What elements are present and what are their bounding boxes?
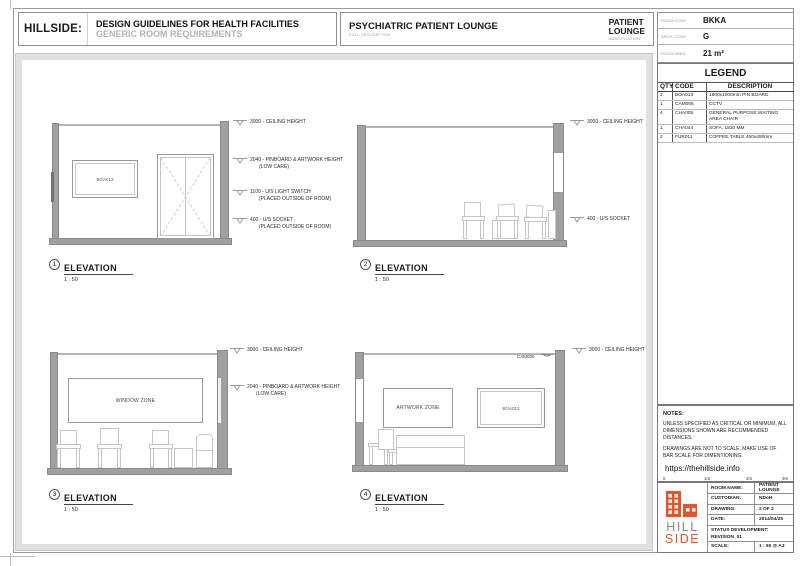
legend-code: CHA005 <box>673 110 707 124</box>
legend-box <box>657 63 794 405</box>
e1-door <box>157 154 214 239</box>
room-code-label: ROOM CODE <box>661 18 687 23</box>
e3-furniture <box>56 428 220 468</box>
bar-scale-label-3m: 3m <box>782 476 789 481</box>
status-development-label: STATUS DEVELOPMENT: <box>711 527 769 533</box>
custodian-value: NDoH <box>759 496 773 502</box>
e3-window-zone-label: WINDOW ZONE <box>115 397 156 404</box>
legend-code: BOA013 <box>673 92 707 100</box>
e4-floor <box>352 465 568 472</box>
legend-desc: GENERAL PURPOSE WAITING AREA CHAIR <box>709 111 779 122</box>
room-abbr-line2: LOUNGE <box>608 25 645 36</box>
room-info-row <box>658 29 793 45</box>
e1-pinboard-label: BOA013 <box>75 163 135 195</box>
room-abbr-label: ABBREVIATION <box>608 35 641 41</box>
title-block <box>657 482 794 553</box>
legend-qty: 1 <box>658 101 673 109</box>
datum-icon <box>570 120 584 126</box>
logo-word-hill: HILL <box>666 519 699 534</box>
legend-qty: 2 <box>658 92 673 100</box>
e1-number-bubble: 1 <box>49 259 60 270</box>
e3-floor <box>47 468 232 475</box>
scale-value: 1 : 50 @ A3 <box>759 544 785 550</box>
sheet-title: DESIGN GUIDELINES FOR HEALTH FACILITIES <box>96 19 299 29</box>
e2-chairs <box>462 202 558 240</box>
e4-artwork-zone-label: ARTWORK ZONE <box>396 405 440 411</box>
e4-scale-text: 1 : 50 <box>375 507 389 513</box>
room-info-row <box>658 13 793 29</box>
e1-wall-mark <box>51 172 54 202</box>
legend-row <box>658 92 793 101</box>
revision-value: REVISION_01 <box>711 534 742 540</box>
e3-annotation-pinboard: 2040 - PINBOARD & ARTWORK HEIGHT (LOW CARE) <box>230 384 340 398</box>
e3-annotation-ceiling: 3000 - CEILING HEIGHT <box>230 347 303 354</box>
logo-word-side: SIDE <box>664 531 701 546</box>
datum-icon <box>233 120 247 126</box>
notes-paragraph-2: DRAWINGS ARE NOT TO SCALE, MAKE USE OF BAR SCALE FOR DIMENTIONING. <box>663 446 777 459</box>
scale-label: SCALE: <box>708 542 755 552</box>
datum-icon <box>230 385 244 391</box>
datum-icon <box>233 218 247 224</box>
bar-scale-label-2m: 2m <box>746 476 753 481</box>
legend-table <box>658 83 793 143</box>
bar-scale-label-1m: 1m <box>704 476 711 481</box>
hillside-logo-icon <box>665 491 701 521</box>
room-name-value: PATIENT LOUNGE <box>759 483 780 493</box>
e4-pinboard <box>477 388 545 428</box>
e2-title-text: ELEVATION <box>375 263 444 275</box>
notes-title: NOTES: <box>663 411 684 417</box>
brand-text: HILLSIDE: <box>23 23 83 35</box>
e3-ceiling-line <box>58 353 217 355</box>
crop-mark-bottom-left-v <box>10 553 11 566</box>
brand-cell <box>19 13 88 45</box>
legend-qty: 2 <box>658 134 673 142</box>
bar-scale-label-0: 0 <box>663 476 666 481</box>
e2-number-bubble: 2 <box>360 259 371 270</box>
room-full-description: PSYCHIATRIC PATIENT LOUNGE <box>349 21 498 32</box>
datum-icon <box>233 190 247 196</box>
datum-icon <box>230 348 244 354</box>
e3-scale-text: 1 : 50 <box>64 507 78 513</box>
legend-row <box>658 101 793 110</box>
legend-desc: SOFA, 1830 MM <box>709 126 745 131</box>
e4-number-bubble: 4 <box>360 489 371 500</box>
e1-right-wall <box>220 121 229 241</box>
room-area-value: 21 m² <box>703 48 724 58</box>
title-block-row <box>708 483 793 494</box>
legend-title: LEGEND <box>658 64 793 83</box>
drawing-value: 2 OF 2 <box>759 506 774 512</box>
title-block-row <box>708 542 793 552</box>
crop-mark-top-left <box>10 0 11 9</box>
datum-icon <box>233 158 247 164</box>
title-block-row <box>708 526 793 542</box>
e4-right-wall <box>555 350 565 472</box>
datum-icon <box>572 348 586 354</box>
arch-code-value: G <box>703 32 710 41</box>
e4-furniture <box>368 428 472 465</box>
e1-title-text: ELEVATION <box>64 263 133 275</box>
e2-left-wall <box>357 125 366 242</box>
e4-annotation-ceiling: 3000 - CEILING HEIGHT <box>572 347 645 354</box>
e1-pinboard <box>72 160 138 198</box>
e2-annotation-socket: 400 - U/S SOCKET <box>570 216 630 223</box>
legend-row <box>658 110 793 125</box>
e3-title <box>49 488 133 513</box>
e4-title <box>360 488 444 513</box>
legend-desc: CCTV <box>709 102 723 107</box>
e1-floor <box>49 238 232 245</box>
custodian-label: CUSTODIAN: <box>708 494 755 504</box>
e1-ceiling-line <box>59 124 221 126</box>
cctv-icon <box>541 354 553 360</box>
e1-annotation-ceiling: 3000 - CEILING HEIGHT <box>233 119 306 126</box>
e1-scale-text: 1 : 50 <box>64 277 78 283</box>
legend-desc: 1800x1000mm PIN BOARD <box>709 93 769 98</box>
datum-icon <box>570 217 584 223</box>
e4-title-text: ELEVATION <box>375 493 444 505</box>
e2-floor <box>353 240 567 247</box>
room-name-label: ROOM NAME: <box>708 483 755 493</box>
e2-annotation-ceiling: 3000 - CEILING HEIGHT <box>570 119 643 126</box>
room-full-description-label: FULL DESCRIPTION <box>349 32 391 37</box>
legend-col-qty: QTY <box>660 83 674 90</box>
e1-annotation-pinboard: 2040 - PINBOARD & ARTWORK HEIGHT (LOW CARE) <box>233 157 343 171</box>
e1-title <box>49 258 133 283</box>
legend-code: FUR011 <box>673 134 707 142</box>
e3-title-text: ELEVATION <box>64 493 133 505</box>
e3-number-bubble: 3 <box>49 489 60 500</box>
header-right-box <box>340 12 654 46</box>
room-info-row <box>658 45 793 61</box>
arch-code-label: ARCH. CODE <box>661 34 687 39</box>
legend-col-desc: DESCRIPTION <box>727 83 773 90</box>
e3-jamb <box>218 378 221 423</box>
room-code-value: BKKA <box>703 16 727 25</box>
title-block-row <box>708 515 793 526</box>
legend-row <box>658 134 793 143</box>
date-value: 2014/04/25 <box>759 517 784 523</box>
legend-header-row <box>658 83 793 92</box>
notes-box <box>657 405 794 482</box>
website-link[interactable]: https://thehillside.info <box>665 464 740 473</box>
crop-mark-bottom-left-h <box>0 556 36 557</box>
e2-window <box>554 152 563 193</box>
sheet-subtitle: GENERIC ROOM REQUIREMENTS <box>96 29 243 39</box>
title-block-row <box>708 505 793 516</box>
legend-qty: 1 <box>658 125 673 133</box>
e3-window-zone <box>68 378 203 423</box>
e2-title <box>360 258 444 283</box>
legend-desc: COFFEE TABLE 450x450mm <box>709 135 773 140</box>
legend-code: CAM005 <box>673 101 707 109</box>
legend-col-code: CODE <box>673 83 707 91</box>
e4-camera-label: CAM005 <box>517 354 535 359</box>
legend-qty: 4 <box>658 110 673 124</box>
logo-cell <box>658 483 708 552</box>
e1-annotation-switch: 1100 - U/S LIGHT SWITCH (PLACED OUTSIDE OF ROOM) <box>233 189 331 203</box>
title-block-row <box>708 494 793 505</box>
room-abbr-line1: PATIENT <box>608 16 644 27</box>
e4-artwork-zone <box>383 388 453 428</box>
header-left-box <box>18 12 337 46</box>
e4-pinboard-label: BOA013 <box>480 391 542 425</box>
legend-code: CHA044 <box>673 125 707 133</box>
e1-annotation-socket: 400 - U/S SOCKET (PLACED OUTSIDE OF ROOM) <box>233 217 331 231</box>
legend-row <box>658 125 793 134</box>
drawing-label: DRAWING: <box>708 505 755 515</box>
date-label: DATE: <box>708 515 755 525</box>
e2-ceiling-line <box>366 126 553 128</box>
e4-window <box>356 378 363 423</box>
room-info-box <box>657 12 794 63</box>
e2-scale-text: 1 : 50 <box>375 277 389 283</box>
room-area-label: ROOM AREA <box>661 50 686 56</box>
notes-paragraph-1: UNLESS SPECIFIED AS CRITICAL OR MINIMUM, ALL DIMENSIONS SHOWN ARE RECOMMENDED DISTANCES. <box>663 421 787 441</box>
